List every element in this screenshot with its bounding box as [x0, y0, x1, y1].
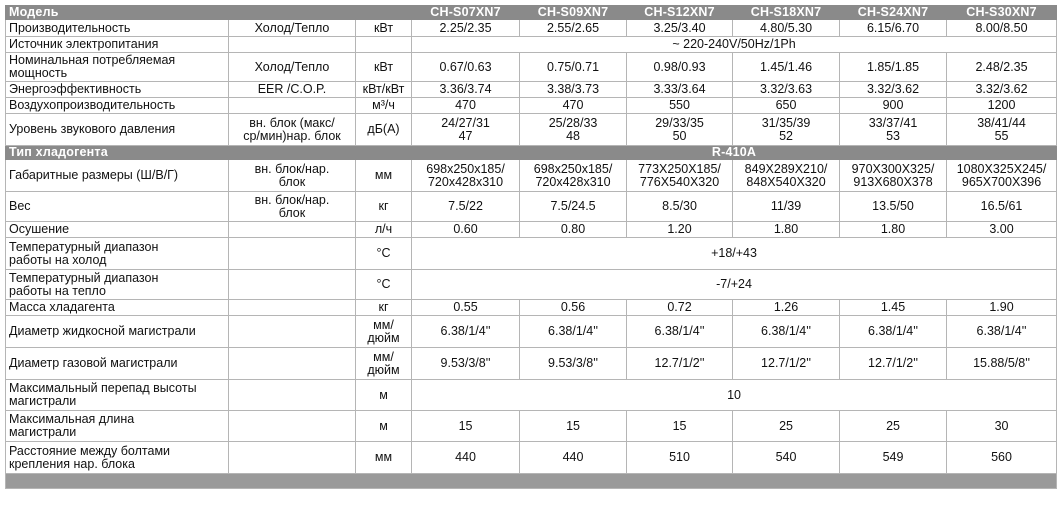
cell-value: 900 — [840, 98, 947, 114]
cell-value: 15.88/5/8'' — [947, 348, 1057, 380]
header-row — [6, 6, 1057, 20]
cell-value: 15 — [627, 411, 733, 442]
cell-line: 53 — [886, 128, 900, 143]
cell-value: 13.5/50 — [840, 192, 947, 222]
row-unit: дБ(А) — [356, 114, 412, 146]
row-label: Масса хладагента — [6, 300, 229, 316]
cell-value — [627, 114, 733, 146]
cell-value: 12.7/1/2'' — [627, 348, 733, 380]
cell-value: 7.5/24.5 — [520, 192, 627, 222]
cell-value: 3.36/3.74 — [412, 82, 520, 98]
row-label — [6, 270, 229, 300]
cell-line: 33/37/41 — [868, 115, 918, 130]
cell-value: 3.33/3.64 — [627, 82, 733, 98]
row-label-line: Расстояние между болтами — [9, 443, 171, 458]
cell-value — [947, 160, 1057, 192]
row-condition — [229, 114, 356, 146]
cell-value-merged: -7/+24 — [412, 270, 1057, 300]
row-label-line: магистрали — [9, 394, 77, 408]
cell-value: 12.7/1/2'' — [840, 348, 947, 380]
row-condition-line: блок — [278, 205, 306, 220]
row-dimensions — [6, 160, 1057, 192]
cell-value: 1.26 — [733, 300, 840, 316]
row-condition — [229, 270, 356, 300]
row-power-source — [6, 37, 1057, 53]
cell-value: 9.53/3/8'' — [520, 348, 627, 380]
cell-value: 30 — [947, 411, 1057, 442]
row-condition: EER /C.O.P. — [229, 82, 356, 98]
cell-value: 9.53/3/8'' — [412, 348, 520, 380]
row-condition — [229, 442, 356, 474]
row-liquid-line — [6, 316, 1057, 348]
row-unit: мм — [356, 442, 412, 474]
cell-value: 6.38/1/4'' — [733, 316, 840, 348]
row-unit — [356, 37, 412, 53]
row-bolt-distance — [6, 442, 1057, 474]
cell-value: 3.32/3.62 — [840, 82, 947, 98]
cell-value: 6.38/1/4'' — [840, 316, 947, 348]
row-unit-line: дюйм — [367, 362, 400, 377]
cell-line: 965X700X396 — [961, 174, 1042, 189]
row-condition — [229, 348, 356, 380]
row-label — [6, 442, 229, 474]
row-condition — [229, 300, 356, 316]
row-airflow — [6, 98, 1057, 114]
model-name: CH-S24XN7 — [840, 6, 947, 20]
row-condition — [229, 37, 356, 53]
row-label: Диаметр газовой магистрали — [6, 348, 229, 380]
cell-value: 7.5/22 — [412, 192, 520, 222]
row-label-line: Максимальный перепад высоты — [9, 381, 197, 395]
cell-value: 0.98/0.93 — [627, 53, 733, 82]
cell-value: 4.80/5.30 — [733, 20, 840, 37]
row-label: Тип хладогента — [6, 146, 412, 160]
cell-value: 540 — [733, 442, 840, 474]
row-refrigerant-type — [6, 146, 1057, 160]
cell-value: 8.00/8.50 — [947, 20, 1057, 37]
cell-value: 1.80 — [733, 222, 840, 238]
model-label: Модель — [6, 6, 412, 20]
row-temp-range-heating — [6, 270, 1057, 300]
cell-value: 0.60 — [412, 222, 520, 238]
cell-value — [520, 160, 627, 192]
model-name: CH-S09XN7 — [520, 6, 627, 20]
row-label — [6, 411, 229, 442]
row-label: Вес — [6, 192, 229, 222]
row-unit: м — [356, 411, 412, 442]
cell-value: 25 — [733, 411, 840, 442]
cell-value: 560 — [947, 442, 1057, 474]
cell-value: 0.75/0.71 — [520, 53, 627, 82]
row-unit-line: мм/ — [373, 317, 394, 332]
cell-value-merged: ~ 220-240V/50Hz/1Ph — [412, 37, 1057, 53]
cell-value: 3.00 — [947, 222, 1057, 238]
cell-value-merged: 10 — [412, 380, 1057, 411]
cell-value: 440 — [520, 442, 627, 474]
row-label: Уровень звукового давления — [6, 114, 229, 146]
cell-value: 2.55/2.65 — [520, 20, 627, 37]
cell-value-merged: R-410A — [412, 146, 1057, 160]
row-unit — [356, 348, 412, 380]
row-condition — [229, 238, 356, 270]
row-unit: м³/ч — [356, 98, 412, 114]
cell-line: 55 — [994, 128, 1009, 143]
cell-value — [412, 114, 520, 146]
cell-line: 773X250X185/ — [638, 161, 721, 176]
cell-line: 31/35/39 — [761, 115, 811, 130]
row-label — [6, 238, 229, 270]
cell-value: 2.25/2.35 — [412, 20, 520, 37]
row-condition: Холод/Тепло — [229, 20, 356, 37]
cell-value: 12.7/1/2'' — [733, 348, 840, 380]
cell-value: 1.85/1.85 — [840, 53, 947, 82]
row-weight — [6, 192, 1057, 222]
row-label-line: Температурный диапазон — [9, 270, 159, 285]
cell-value: 3.32/3.63 — [733, 82, 840, 98]
cell-value — [627, 160, 733, 192]
row-unit: мм — [356, 160, 412, 192]
row-label: Диаметр жидкосной магистрали — [6, 316, 229, 348]
cell-value: 6.38/1/4'' — [412, 316, 520, 348]
row-gas-line — [6, 348, 1057, 380]
row-label: Воздухопроизводительность — [6, 98, 229, 114]
row-condition-line: блок — [278, 174, 306, 189]
cell-line: 29/33/35 — [655, 115, 704, 130]
row-max-length — [6, 411, 1057, 442]
row-unit-line: дюйм — [367, 330, 400, 345]
row-condition — [229, 411, 356, 442]
cell-value: 1.45/1.46 — [733, 53, 840, 82]
row-label-line: магистрали — [9, 425, 77, 439]
cell-value: 470 — [520, 98, 627, 114]
row-unit: л/ч — [356, 222, 412, 238]
row-condition-line: вн. блок (макс/ — [249, 115, 335, 130]
row-condition-line: вн. блок/нар. — [254, 161, 330, 176]
cell-value: 2.48/2.35 — [947, 53, 1057, 82]
footer-cell — [6, 474, 1057, 489]
row-label: Источник электропитания — [6, 37, 229, 53]
cell-value: 11/39 — [733, 192, 840, 222]
row-noise — [6, 114, 1057, 146]
cell-line: 970X300X325/ — [851, 161, 935, 176]
cell-line: 24/27/31 — [441, 115, 490, 130]
cell-value: 3.32/3.62 — [947, 82, 1057, 98]
cell-value: 0.56 — [520, 300, 627, 316]
row-temp-range-cooling — [6, 238, 1057, 270]
model-name: CH-S07XN7 — [412, 6, 520, 20]
cell-value: 1.80 — [840, 222, 947, 238]
cell-value: 1.45 — [840, 300, 947, 316]
row-condition-line: вн. блок/нар. — [254, 192, 330, 207]
cell-value: 8.5/30 — [627, 192, 733, 222]
row-label-line: мощность — [9, 66, 68, 80]
row-unit: кВт — [356, 20, 412, 37]
row-label-line: работы на тепло — [9, 283, 106, 298]
cell-value: 25 — [840, 411, 947, 442]
row-power-consumption — [6, 53, 1057, 82]
cell-value: 6.15/6.70 — [840, 20, 947, 37]
row-label — [6, 53, 229, 82]
row-condition — [229, 222, 356, 238]
cell-line: 47 — [458, 128, 473, 143]
row-unit — [356, 316, 412, 348]
row-label-line: работы на холод — [9, 252, 107, 267]
cell-line: 38/41/44 — [977, 115, 1026, 130]
cell-value: 650 — [733, 98, 840, 114]
row-dehumidification — [6, 222, 1057, 238]
cell-value: 15 — [520, 411, 627, 442]
cell-line: 776X540X320 — [639, 174, 720, 189]
cell-line: 720x428x310 — [535, 174, 611, 189]
row-max-height — [6, 380, 1057, 411]
cell-value: 1.90 — [947, 300, 1057, 316]
cell-line: 913X680X378 — [853, 174, 933, 189]
row-label — [6, 380, 229, 411]
cell-line: 25/28/33 — [548, 115, 598, 130]
row-label-line: Номинальная потребляемая — [9, 53, 176, 67]
cell-value — [733, 114, 840, 146]
cell-value: 550 — [627, 98, 733, 114]
cell-value: 0.72 — [627, 300, 733, 316]
row-efficiency — [6, 82, 1057, 98]
cell-value — [412, 160, 520, 192]
cell-value: 0.55 — [412, 300, 520, 316]
table-footer-band — [6, 474, 1057, 489]
cell-line: 698x250x185/ — [533, 161, 613, 176]
cell-value: 549 — [840, 442, 947, 474]
row-label-line: Температурный диапазон — [9, 239, 159, 254]
row-condition: Холод/Тепло — [229, 53, 356, 82]
cell-value — [733, 160, 840, 192]
cell-value-merged: +18/+43 — [412, 238, 1057, 270]
model-name: CH-S12XN7 — [627, 6, 733, 20]
cell-value: 16.5/61 — [947, 192, 1057, 222]
row-unit: м — [356, 380, 412, 411]
cell-line: 849X289X210/ — [744, 161, 828, 176]
row-label-line: Максимальная длина — [9, 412, 135, 426]
row-unit: кВт — [356, 53, 412, 82]
specifications-table — [5, 5, 1057, 489]
cell-value: 0.80 — [520, 222, 627, 238]
row-label: Производительность — [6, 20, 229, 37]
cell-value: 6.38/1/4'' — [627, 316, 733, 348]
cell-line: 720x428x310 — [427, 174, 504, 189]
cell-line: 698x250x185/ — [426, 161, 505, 176]
cell-value: 6.38/1/4'' — [520, 316, 627, 348]
cell-value: 1.20 — [627, 222, 733, 238]
cell-line: 50 — [672, 128, 687, 143]
row-unit: кг — [356, 300, 412, 316]
cell-value: 1200 — [947, 98, 1057, 114]
cell-value: 440 — [412, 442, 520, 474]
row-unit: °C — [356, 270, 412, 300]
cell-line: 48 — [566, 128, 580, 143]
model-name: CH-S30XN7 — [947, 6, 1057, 20]
row-label: Энергоэффективность — [6, 82, 229, 98]
row-refrigerant-mass — [6, 300, 1057, 316]
row-condition — [229, 192, 356, 222]
cell-value — [520, 114, 627, 146]
row-condition — [229, 98, 356, 114]
cell-value: 3.38/3.73 — [520, 82, 627, 98]
row-label-line: крепления нар. блока — [9, 456, 135, 471]
cell-value: 510 — [627, 442, 733, 474]
row-unit-line: мм/ — [373, 349, 394, 364]
cell-value: 3.25/3.40 — [627, 20, 733, 37]
cell-value — [840, 114, 947, 146]
row-unit: кг — [356, 192, 412, 222]
cell-value: 470 — [412, 98, 520, 114]
row-condition-line: ср/мин)нар. блок — [243, 128, 341, 143]
row-condition — [229, 380, 356, 411]
cell-line: 848X540X320 — [746, 174, 826, 189]
model-name: CH-S18XN7 — [733, 6, 840, 20]
cell-value — [947, 114, 1057, 146]
row-condition — [229, 316, 356, 348]
cell-value: 0.67/0.63 — [412, 53, 520, 82]
cell-line: 52 — [779, 128, 793, 143]
row-label: Осушение — [6, 222, 229, 238]
row-unit: кВт/кВт — [356, 82, 412, 98]
cell-line: 1080X325X245/ — [956, 161, 1047, 176]
cell-value — [840, 160, 947, 192]
cell-value: 6.38/1/4'' — [947, 316, 1057, 348]
row-condition — [229, 160, 356, 192]
row-label: Габаритные размеры (Ш/В/Г) — [6, 160, 229, 192]
row-capacity — [6, 20, 1057, 37]
row-unit: °C — [356, 238, 412, 270]
cell-value: 15 — [412, 411, 520, 442]
